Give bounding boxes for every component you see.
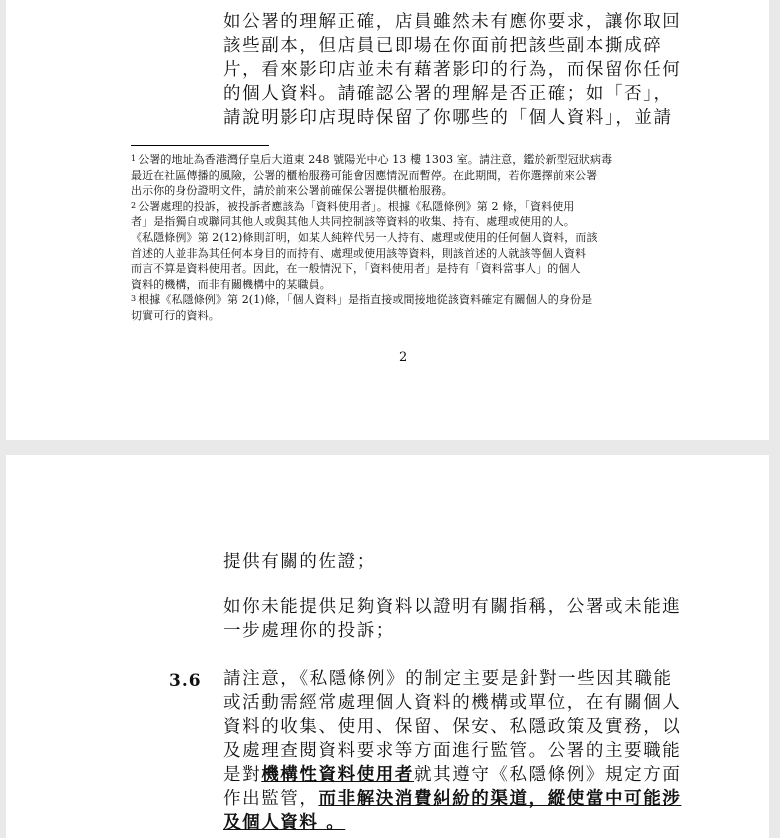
text-segment: 是對	[223, 765, 262, 785]
footnote-2	[131, 199, 676, 293]
footnote-text: 根據《私隱條例》第 2(1)條，「個人資料」是指直接或間接地從該資料確定有關個人的身份是	[138, 293, 593, 307]
footnote-text: 公署的地址為香港灣仔皇后大道東 248 號陽光中心 13 樓 1303 室。請注意，鑑於新型冠狀病毒	[138, 153, 613, 166]
text-segment: 作出監管，	[223, 789, 319, 809]
footnote-text: 公署處理的投訴，被投訴者應該為「資料使用者」。根據《私隱條例》第 2 條，「資料使用	[138, 199, 575, 213]
footnote-line: 切實可行的資料。	[131, 308, 220, 322]
emphasis-institutional-data-user: 機構性資料使用者	[261, 765, 415, 785]
footnote-1	[131, 152, 676, 199]
paragraph-line	[223, 763, 682, 787]
footnote-line	[131, 292, 676, 308]
footnote-line: 最近在社區傳播的風險，公署的櫃枱服務可能會因應情況而暫停。在此期間，若你選擇前來公署	[131, 168, 598, 182]
paragraph-line: 該些副本，但店員已即場在你面前把該些副本撕成碎	[223, 36, 663, 56]
emphasis-personal-data: 及個人資料 。	[223, 813, 346, 833]
footnote-line	[131, 152, 676, 168]
footnote-marker: 2	[131, 200, 137, 210]
paragraph-line: 如你未能提供足夠資料以證明有關指稱，公署或未能進	[223, 597, 682, 617]
footnote-marker: 1	[131, 154, 137, 163]
footnote-3	[131, 292, 676, 323]
footnote-line: 首述的人並非為其任何本身目的而持有、處理或使用該等資料，則該首述的人就該等個人資料	[131, 246, 587, 260]
paragraph-line	[223, 811, 669, 835]
paragraph-line: 提供有關的佐證；	[223, 552, 376, 572]
paragraph-line: 請注意，《私隱條例》的制定主要是針對一些因其職能	[223, 669, 673, 689]
footnote-marker: 3	[131, 294, 137, 304]
paragraph-line: 或活動需經常處理個人資料的機構或單位，在有關個人	[223, 693, 682, 713]
footnote-line: 《私隱條例》第 2(12)條則訂明，如某人純粹代另一人持有、處理或使用的任何個人資料，而該	[131, 230, 598, 244]
footnote-line	[131, 199, 676, 215]
paragraph-line: 一步處理你的投訴；	[223, 621, 395, 641]
paragraph-line: 請說明影印店現時保留了你哪些的「個人資料」，並請	[223, 108, 673, 128]
footnotes	[131, 152, 676, 324]
paragraph-line: 如公署的理解正確，店員雖然未有應你要求，讓你取回	[223, 12, 682, 32]
footnote-line: 而言不算是資料使用者。因此，在一般情況下，「資料使用者」是持有「資料當事人」的個人	[131, 262, 581, 276]
footnote-separator	[131, 145, 269, 146]
page-number: 2	[399, 350, 408, 365]
paragraph-line: 資料的收集、使用、保留、保安、私隱政策及實務，以	[223, 717, 682, 737]
text-segment: 就其遵守《私隱條例》規定方面	[414, 765, 682, 785]
paragraph-evidence	[223, 550, 669, 574]
emphasis-not-consumer-disputes: 而非解決消費糾紛的渠道，縱使當中可能涉	[318, 789, 682, 809]
document-page-3	[6, 455, 769, 838]
paragraph-line: 及處理查閱資料要求等方面進行監管。公署的主要職能	[223, 741, 682, 761]
paragraph-insufficient-info	[223, 595, 682, 643]
paragraph-confirm-understanding	[223, 10, 682, 130]
footnote-line: 出示你的身份證明文件，請於前來公署前確保公署提供櫃枱服務。	[131, 184, 453, 198]
paragraph-line	[223, 787, 682, 811]
document-page-2	[6, 0, 769, 440]
section-number: 3.6	[169, 671, 202, 691]
paragraph-line: 的個人資料。請確認公署的理解是否正確；如「否」，	[223, 84, 673, 104]
paragraph-line: 片，看來影印店並未有藉著影印的行為，而保留你任何	[223, 60, 682, 80]
section-3-6-paragraph	[223, 667, 682, 835]
footnote-line: 者」是指獨自或聯同其他人或與其他人共同控制該等資料的收集、持有、處理或使用的人。	[131, 215, 575, 229]
footnote-line: 資料的機構，而非有關機構中的某職員。	[131, 277, 331, 291]
